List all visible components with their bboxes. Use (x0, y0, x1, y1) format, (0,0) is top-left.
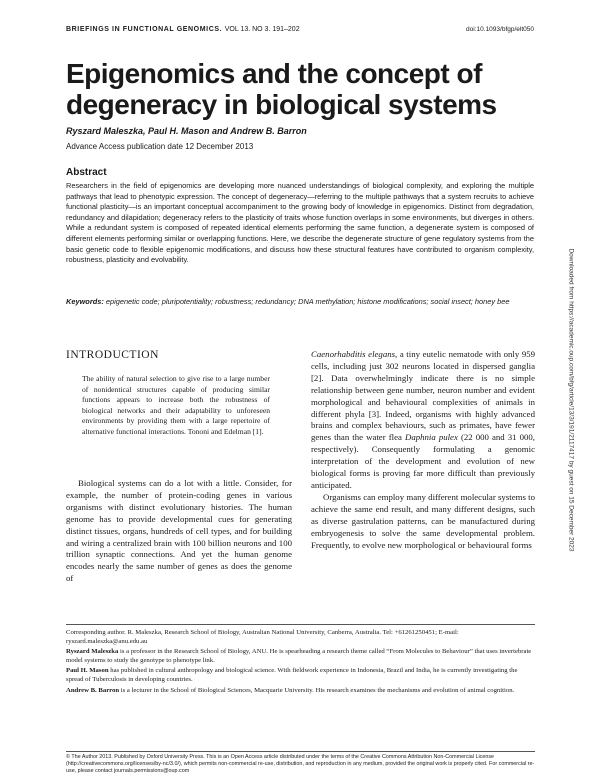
paragraph-text: , a tiny eutelic nematode with only 959 cells, including just 302 neurons located in dispersed ganglia [2]. Data overwhelmingly indicate there is no simple relationship between gene number, neuron number and evident morphological and behavioural complexities of animals in different phyla [3]. Indeed, organisms with highly advanced brains and complex behaviours, such as primates, have fewer genes than the water flea (311, 349, 536, 443)
bio-name: Ryszard Maleszka (66, 648, 119, 656)
abstract-text: Researchers in the field of epigenomics are developing more nuanced understandings of biological complexity, and exploring the multiple pathways that lead to phenotypic expression. The concept of degeneracy—referring to the multiple pathways that a system recruits to achieve functional plasticity—is an important conceptual accompaniment to the growing body of knowledge in epigenomics. Distinct from degradation, redundancy and dilapidation; degeneracy refers to the plasticity of traits whose function overlaps in some environments, but diverges in others. While a redundant system is composed of repeated identical elements performing the same function, a degenerate system is composed of different elements performing similar or overlapping functions. Here, we describe the degenerate structure of gene regulatory systems from the basic genetic code to flexible epigenomic modifications, and discuss how these structural features have contributed to organism complexity, robustness, plasticity and evolvability. (66, 181, 534, 265)
abstract-heading: Abstract (66, 167, 107, 178)
publication-date: Advance Access publication date 12 December 2013 (66, 142, 254, 151)
body-column-left (66, 478, 292, 585)
journal-header (66, 26, 300, 33)
keywords-label: Keywords: (66, 297, 104, 306)
paragraph-text: (22 000 and 31 000, respectively). Consequently formulating a genomic interpretation of the development and evolution of new biological forms is proving far more difficult than previously anticipated. (311, 432, 536, 490)
bio-name: Andrew B. Barron (66, 686, 120, 694)
journal-name: BRIEFINGS IN FUNCTIONAL GENOMICS. (66, 26, 223, 33)
section-heading-introduction: INTRODUCTION (66, 349, 159, 361)
copyright-divider (66, 751, 535, 752)
download-watermark-text: Downloaded from https://academic.oup.com/bfg/article/13/3/191/2117417 by guest on 15 December 2023 (567, 248, 574, 552)
keywords-list: epigenetic code; pluripotentiality; robustness; redundancy; DNA methylation; histone modifications; social insect; honey bee (105, 297, 510, 306)
footnote-divider (66, 624, 535, 625)
epigraph-quote: The ability of natural selection to give rise to a large number of nonidentical structures capable of producing similar functions appears to increase both the robustness of biological networks and their adaptability to unforeseen environments by providing them with a large repertoire of alternative functional interactions. Tononi and Edelman [1]. (82, 374, 270, 436)
author-bio (66, 686, 535, 695)
correspondence-note: Corresponding author. R. Maleszka, Research School of Biology, Australian National University, Canberra, Australia. Tel: +61261250451; E-mail: ryszard.maleszka@anu.edu.au (66, 629, 459, 646)
species-name: Caenorhabditis elegans (311, 349, 396, 359)
article-title: Epigenomics and the concept of degeneracy in biological systems (66, 58, 497, 120)
bio-text: is a lecturer in the School of Biological Sciences, Macquarie University. His research examines the mechanisms and evolution of animal cognition. (119, 686, 515, 694)
body-column-right (311, 349, 535, 551)
keywords (66, 297, 534, 308)
species-name: Daphnia pulex (404, 432, 458, 443)
author-list: Ryszard Maleszka, Paul H. Mason and Andrew B. Barron (66, 126, 307, 136)
paragraph (311, 349, 535, 492)
doi[interactable]: doi:10.1093/bfgp/elt050 (466, 26, 534, 33)
download-watermark (566, 205, 575, 595)
footnotes (66, 628, 535, 696)
bio-text: is a professor in the Research School of Biology, ANU. He is spearheading a research theme called “From Molecules to Behaviour” that uses invertebrate model systems to study the genotype to phenotype link. (66, 648, 532, 665)
copyright-notice: © The Author 2013. Published by Oxford University Press. This is an Open Access article distributed under the terms of the Creative Commons Attribution Non-Commercial License (http://creativecommons.org/licenses/by-nc/3.0/), which permits non-commercial re-use, distribution, and reproduction in any medium, provided the original work is properly cited. For commercial re-use, please contact journals.permissions@oup.com (66, 754, 535, 775)
bio-name: Paul H. Mason (66, 667, 109, 675)
paragraph: Biological systems can do a lot with a little. Consider, for example, the number of protein-coding genes in various organisms with distinct evolutionary histories. The human genome has to provide developmental cues for generating distinct tissues, organs, hundreds of cell types, and for building and wiring a centralized brain with 100 billion neurons and 100 trillion synaptic connections. And yet the human genome encodes nearly the same number of genes as does the genome of (66, 478, 292, 584)
author-bio (66, 647, 535, 665)
bio-text: has published in cultural anthropology and biological science. With fieldwork experience in Indonesia, Brazil and India, he is currently investigating the spread of Tuberculosis in developing countries. (66, 667, 518, 684)
paragraph: Organisms can employ many different molecular systems to achieve the same end result, and many different designs, such as diverse gastrulation patterns, can be manufactured during embryogenesis to solve the same developmental problem. Frequently, to evolve new morphological or behavioural forms (311, 491, 535, 550)
author-bio (66, 666, 535, 684)
volume-info: VOL 13. NO 3. 191–202 (224, 26, 300, 33)
